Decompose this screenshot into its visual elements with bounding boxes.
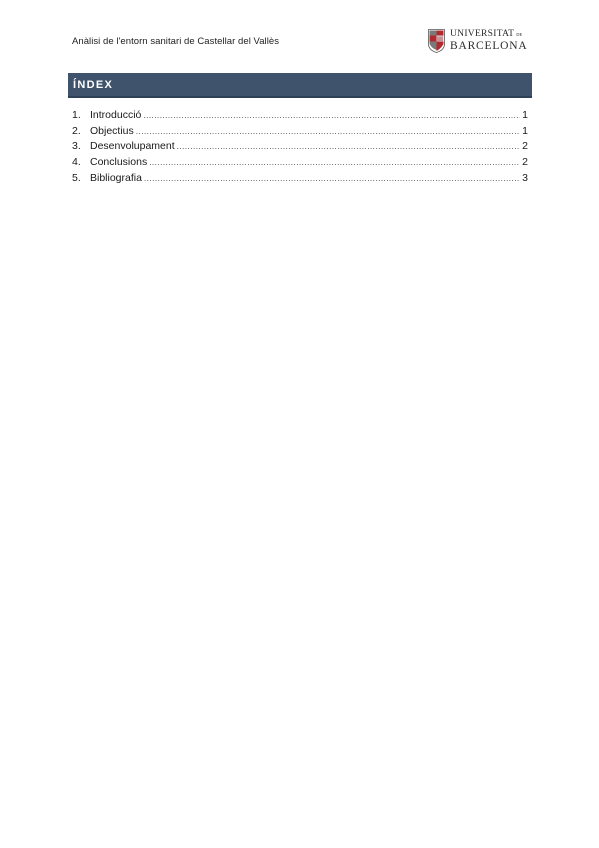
document-header-title: Anàlisi de l'entorn sanitari de Castellar del Vallès bbox=[72, 36, 280, 47]
toc-entry-page: 2 bbox=[522, 156, 528, 169]
toc-entry-label: Bibliografia bbox=[90, 171, 142, 184]
index-heading-bar bbox=[68, 73, 532, 96]
university-logo bbox=[428, 27, 527, 55]
toc-entry-bibliografia[interactable] bbox=[72, 172, 528, 188]
toc-entry-conclusions[interactable] bbox=[72, 156, 528, 172]
toc-dot-leader bbox=[177, 142, 521, 151]
toc-entry-page: 1 bbox=[522, 109, 528, 121]
university-shield-icon bbox=[428, 29, 445, 53]
logo-line-de: DE bbox=[516, 32, 523, 37]
toc-entry-introduccio[interactable] bbox=[72, 109, 528, 125]
toc-entry-number: 1. bbox=[72, 109, 81, 121]
logo-line-barcelona: BARCELONA bbox=[450, 39, 528, 52]
toc-dot-leader bbox=[149, 158, 520, 167]
toc-entry-objectius[interactable] bbox=[72, 125, 528, 141]
toc-entry-page: 1 bbox=[522, 124, 528, 137]
toc-entry-page: 2 bbox=[522, 140, 528, 153]
index-heading: ÍNDEX bbox=[73, 78, 114, 91]
toc-entry-number: 3. bbox=[72, 140, 81, 153]
toc-entry-number: 4. bbox=[72, 156, 81, 169]
toc-dot-leader bbox=[136, 127, 520, 136]
toc-entry-number: 2. bbox=[72, 124, 81, 137]
logo-line-universitat: UNIVERSITAT bbox=[450, 29, 515, 39]
toc-entry-label: Introducció bbox=[90, 109, 142, 121]
toc-entry-label: Conclusions bbox=[90, 156, 148, 169]
toc-dot-leader bbox=[144, 174, 520, 183]
toc-dot-leader bbox=[143, 111, 520, 120]
toc-entry-number: 5. bbox=[72, 171, 81, 184]
table-of-contents bbox=[72, 109, 528, 187]
toc-entry-label: Objectius bbox=[90, 124, 134, 137]
toc-entry-desenvolupament[interactable] bbox=[72, 140, 528, 156]
toc-entry-label: Desenvolupament bbox=[90, 140, 175, 153]
toc-entry-page: 3 bbox=[522, 171, 528, 184]
